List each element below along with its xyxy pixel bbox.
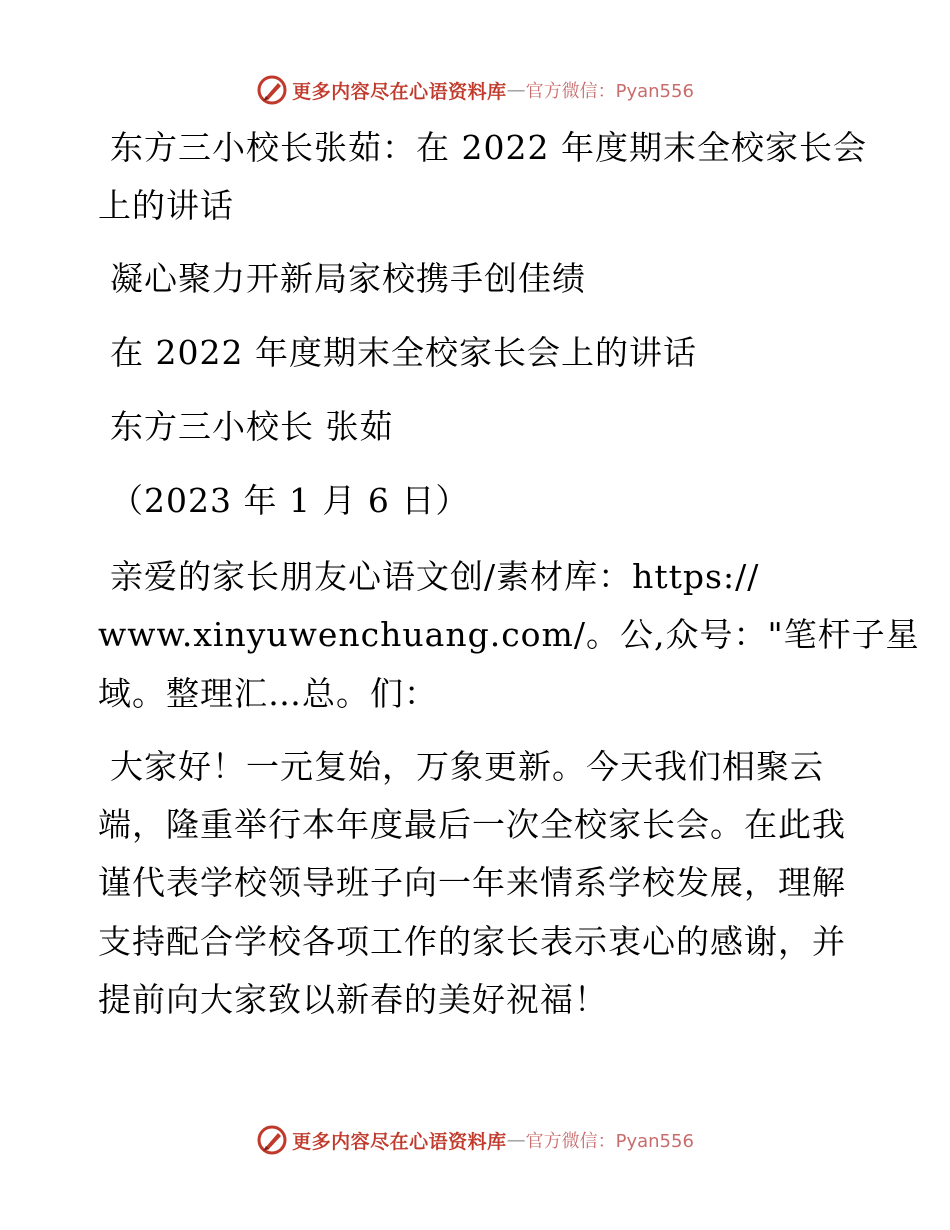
speech-subheading: 在 2022 年度期末全校家长会上的讲话 [110,333,697,372]
pen-logo-icon [256,1124,288,1156]
greeting-line-1: 亲爱的家长朋友心语文创/素材库：https:// [110,557,760,596]
watermark-header [0,70,950,110]
watermark-brand-text: 更多内容尽在心语资料库 [292,80,507,103]
document-title-line-2: 上的讲话 [98,186,234,225]
speech-date: （2023 年 1 月 6 日） [110,481,470,520]
watermark-separator: — [506,79,526,101]
document-title-line-1: 东方三小校长张茹：在 2022 年度期末全校家长会 [110,128,867,167]
watermark-footer [0,1120,950,1160]
watermark-wechat-text: 官方微信：Pyan556 [525,1131,694,1152]
pen-logo-icon [256,74,288,106]
body-paragraph-line-4: 支持配合学校各项工作的家长表示衷心的感谢，并 [98,922,846,961]
greeting-line-3: 域。整理汇…总。们： [98,674,438,713]
speech-author: 东方三小校长 张茹 [110,407,394,446]
speech-heading: 凝心聚力开新局家校携手创佳绩 [110,259,586,298]
body-paragraph-line-5: 提前向大家致以新春的美好祝福！ [98,980,608,1019]
body-paragraph-line-1: 大家好！一元复始，万象更新。今天我们相聚云 [110,747,824,786]
watermark-wechat-text: 官方微信：Pyan556 [525,81,694,102]
watermark-brand-text: 更多内容尽在心语资料库 [292,1130,507,1153]
body-paragraph-line-2: 端，隆重举行本年度最后一次全校家长会。在此我 [98,805,846,844]
watermark-separator: — [506,1129,526,1151]
body-paragraph-line-3: 谨代表学校领导班子向一年来情系学校发展，理解 [98,863,846,902]
greeting-line-2: www.xinyuwenchuang.com/。公,众号："笔杆子星 [98,615,920,654]
